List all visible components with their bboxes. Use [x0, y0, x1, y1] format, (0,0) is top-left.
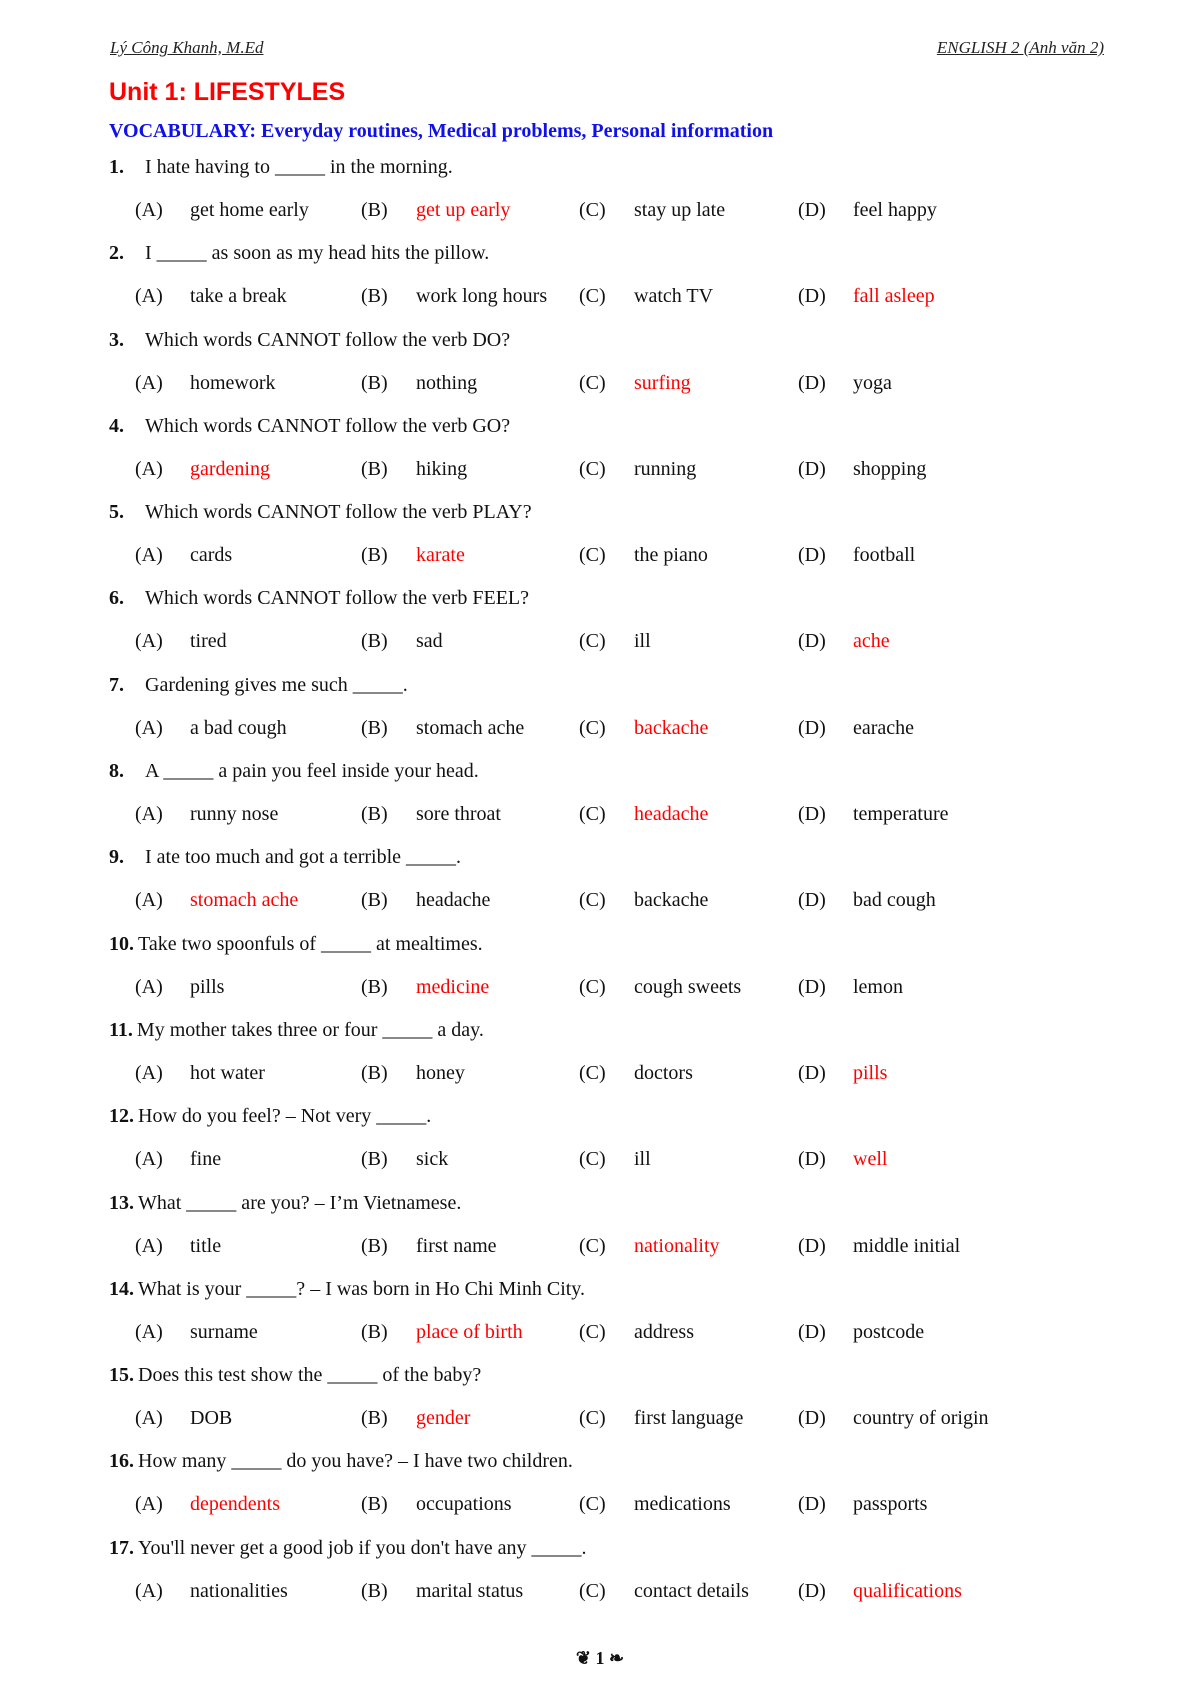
- answer-options: [109, 1235, 1109, 1263]
- option-letter: (C): [579, 457, 606, 480]
- question-number: 8.: [109, 760, 124, 783]
- option-text: cards: [190, 544, 233, 567]
- option-letter: (B): [361, 1320, 388, 1343]
- option-text-correct: qualifications: [853, 1579, 962, 1602]
- option-text: postcode: [853, 1320, 925, 1343]
- option-letter: (D): [798, 544, 826, 567]
- option-text: shopping: [853, 457, 927, 480]
- question-line: [109, 242, 489, 265]
- question-number: 10.: [109, 932, 134, 955]
- option-text: stomach ache: [416, 716, 525, 739]
- option-text: football: [853, 544, 916, 567]
- answer-options: [109, 976, 1109, 1004]
- option-letter: (B): [361, 803, 388, 826]
- option-text: runny nose: [190, 803, 279, 826]
- question-item: [109, 497, 1109, 583]
- question-line: [109, 1019, 484, 1042]
- option-letter: (A): [135, 630, 163, 653]
- option-text: address: [634, 1320, 694, 1343]
- option-text-correct: medicine: [416, 975, 490, 998]
- answer-options: [109, 285, 1109, 313]
- option-text-correct: headache: [634, 803, 709, 826]
- option-letter: (C): [579, 1407, 606, 1430]
- question-number: 9.: [109, 846, 124, 869]
- option-text: fine: [190, 1148, 222, 1171]
- answer-options: [109, 889, 1109, 917]
- question-line: [109, 933, 483, 956]
- option-text-correct: pills: [853, 1061, 888, 1084]
- answer-options: [109, 630, 1109, 658]
- option-letter: (C): [579, 803, 606, 826]
- option-text: ill: [634, 1148, 651, 1171]
- question-item: [109, 238, 1109, 324]
- question-item: [109, 1533, 1109, 1619]
- question-item: [109, 152, 1109, 238]
- answer-options: [109, 1062, 1109, 1090]
- answer-options: [109, 458, 1109, 486]
- option-text: the piano: [634, 544, 708, 567]
- option-letter: (C): [579, 1234, 606, 1257]
- question-item: [109, 929, 1109, 1015]
- question-item: [109, 1101, 1109, 1187]
- option-text: contact details: [634, 1579, 749, 1602]
- answer-options: [109, 372, 1109, 400]
- option-text-correct: dependents: [190, 1493, 280, 1516]
- option-text-correct: well: [853, 1148, 888, 1171]
- question-text: Which words CANNOT follow the verb DO?: [145, 328, 511, 351]
- option-letter: (B): [361, 1061, 388, 1084]
- option-text: title: [190, 1234, 222, 1257]
- question-text: Which words CANNOT follow the verb PLAY?: [145, 501, 532, 524]
- option-letter: (A): [135, 199, 163, 221]
- option-letter: (A): [135, 803, 163, 826]
- option-text: temperature: [853, 803, 949, 826]
- footer-ornament-right-icon: ❧: [609, 1648, 625, 1668]
- question-number: 3.: [109, 328, 124, 351]
- option-text: pills: [190, 975, 225, 998]
- question-line: [109, 760, 479, 783]
- question-line: [109, 1364, 481, 1387]
- option-letter: (C): [579, 716, 606, 739]
- option-letter: (C): [579, 199, 606, 221]
- answer-options: [109, 1148, 1109, 1176]
- option-letter: (D): [798, 457, 826, 480]
- option-text-correct: gender: [416, 1407, 471, 1430]
- answer-options: [109, 803, 1109, 831]
- question-number: 2.: [109, 242, 124, 265]
- option-text-correct: place of birth: [416, 1320, 523, 1343]
- option-text: nothing: [416, 371, 478, 394]
- question-line: [109, 1450, 573, 1473]
- option-text: headache: [416, 889, 491, 912]
- question-item: [109, 756, 1109, 842]
- question-item: [109, 1274, 1109, 1360]
- option-text-correct: get up early: [416, 199, 511, 221]
- question-line: [109, 415, 510, 438]
- option-letter: (A): [135, 1234, 163, 1257]
- option-text: country of origin: [853, 1407, 989, 1430]
- question-item: [109, 670, 1109, 756]
- option-text: doctors: [634, 1061, 693, 1084]
- option-letter: (D): [798, 803, 826, 826]
- option-letter: (C): [579, 1061, 606, 1084]
- option-text: hot water: [190, 1061, 265, 1084]
- question-line: [109, 1537, 586, 1560]
- option-letter: (C): [579, 371, 606, 394]
- question-number: 12.: [109, 1105, 134, 1128]
- question-line: [109, 501, 532, 524]
- vocabulary-heading: VOCABULARY: Everyday routines, Medical problems, Personal information: [109, 120, 774, 142]
- option-letter: (D): [798, 889, 826, 912]
- option-text: first name: [416, 1234, 497, 1257]
- question-text: How do you feel? – Not very _____.: [138, 1105, 432, 1128]
- option-text: feel happy: [853, 199, 937, 221]
- option-letter: (D): [798, 1148, 826, 1171]
- question-item: [109, 842, 1109, 928]
- header-author: Lý Công Khanh, M.Ed: [110, 38, 264, 57]
- question-text: My mother takes three or four _____ a day.: [136, 1018, 484, 1041]
- option-text: a bad cough: [190, 716, 287, 739]
- question-item: [109, 411, 1109, 497]
- page-footer: [0, 1648, 1200, 1669]
- question-item: [109, 1015, 1109, 1101]
- question-number: 13.: [109, 1191, 134, 1214]
- question-line: [109, 156, 453, 179]
- option-text-correct: backache: [634, 716, 709, 739]
- question-number: 5.: [109, 501, 124, 524]
- option-letter: (D): [798, 1234, 826, 1257]
- option-text: yoga: [853, 371, 892, 394]
- option-text: honey: [416, 1061, 465, 1084]
- option-letter: (D): [798, 1320, 826, 1343]
- option-letter: (A): [135, 1407, 163, 1430]
- option-letter: (D): [798, 630, 826, 653]
- answer-options: [109, 1493, 1109, 1521]
- question-text: Which words CANNOT follow the verb GO?: [145, 414, 511, 437]
- question-number: 1.: [109, 156, 124, 178]
- question-text: What _____ are you? – I’m Vietnamese.: [138, 1191, 462, 1214]
- option-letter: (D): [798, 1493, 826, 1516]
- option-text: surname: [190, 1320, 258, 1343]
- option-letter: (A): [135, 716, 163, 739]
- option-letter: (A): [135, 975, 163, 998]
- option-letter: (D): [798, 1579, 826, 1602]
- option-text: homework: [190, 371, 276, 394]
- question-text: Which words CANNOT follow the verb FEEL?: [145, 587, 530, 610]
- question-number: 6.: [109, 587, 124, 610]
- question-item: [109, 1188, 1109, 1274]
- answer-options: [109, 1321, 1109, 1349]
- page-number: 1: [595, 1648, 605, 1668]
- option-letter: (D): [798, 716, 826, 739]
- option-text: middle initial: [853, 1234, 961, 1257]
- option-text-correct: fall asleep: [853, 285, 935, 308]
- option-letter: (A): [135, 544, 163, 567]
- option-letter: (D): [798, 371, 826, 394]
- option-letter: (B): [361, 199, 388, 221]
- option-text: work long hours: [416, 285, 548, 308]
- footer-ornament-left-icon: ❦: [575, 1648, 591, 1668]
- option-text: stay up late: [634, 199, 726, 221]
- question-text: I hate having to _____ in the morning.: [145, 156, 453, 178]
- question-line: [109, 846, 461, 869]
- question-item: [109, 1446, 1109, 1532]
- option-text: get home early: [190, 199, 309, 221]
- option-text: tired: [190, 630, 227, 653]
- option-letter: (A): [135, 457, 163, 480]
- question-line: [109, 674, 408, 697]
- option-letter: (B): [361, 1407, 388, 1430]
- option-letter: (B): [361, 285, 388, 308]
- option-text-correct: nationality: [634, 1234, 720, 1257]
- question-text: How many _____ do you have? – I have two children.: [138, 1450, 573, 1473]
- option-letter: (B): [361, 630, 388, 653]
- option-text: sick: [416, 1148, 449, 1171]
- option-text: take a break: [190, 285, 287, 308]
- option-letter: (C): [579, 544, 606, 567]
- answer-options: [109, 717, 1109, 745]
- option-text: marital status: [416, 1579, 524, 1602]
- header-course: ENGLISH 2 (Anh văn 2): [936, 38, 1104, 57]
- option-letter: (D): [798, 1061, 826, 1084]
- question-text: What is your _____? – I was born in Ho Chi Minh City.: [138, 1277, 586, 1300]
- option-letter: (C): [579, 889, 606, 912]
- question-text: You'll never get a good job if you don't have any _____.: [138, 1536, 587, 1559]
- option-letter: (A): [135, 371, 163, 394]
- option-text: DOB: [190, 1407, 233, 1430]
- option-text: earache: [853, 716, 915, 739]
- option-text: lemon: [853, 975, 903, 998]
- option-letter: (D): [798, 199, 826, 221]
- option-text: first language: [634, 1407, 744, 1430]
- option-letter: (B): [361, 1234, 388, 1257]
- unit-title: Unit 1: LIFESTYLES: [109, 78, 346, 106]
- option-text-correct: karate: [416, 544, 465, 567]
- option-letter: (C): [579, 1579, 606, 1602]
- option-text: watch TV: [634, 285, 714, 308]
- question-number: 17.: [109, 1536, 134, 1559]
- question-text: I ate too much and got a terrible _____.: [145, 846, 462, 869]
- option-letter: (B): [361, 1579, 388, 1602]
- option-letter: (B): [361, 371, 388, 394]
- question-number: 7.: [109, 673, 124, 696]
- question-list: [109, 152, 1109, 1619]
- answer-options: [109, 1580, 1109, 1608]
- question-text: Gardening gives me such _____.: [145, 673, 408, 696]
- question-line: [109, 1192, 461, 1215]
- option-text: sad: [416, 630, 443, 653]
- option-text: cough sweets: [634, 975, 742, 998]
- option-letter: (B): [361, 457, 388, 480]
- answer-options: [109, 1407, 1109, 1435]
- option-text: backache: [634, 889, 709, 912]
- option-letter: (D): [798, 1407, 826, 1430]
- option-text: sore throat: [416, 803, 501, 826]
- option-text: hiking: [416, 457, 468, 480]
- answer-options: [109, 544, 1109, 572]
- question-text: Does this test show the _____ of the baby?: [138, 1364, 482, 1387]
- question-number: 16.: [109, 1450, 134, 1473]
- question-number: 14.: [109, 1277, 134, 1300]
- question-line: [109, 1105, 431, 1128]
- question-text: Take two spoonfuls of _____ at mealtimes.: [138, 932, 483, 955]
- option-letter: (A): [135, 1579, 163, 1602]
- option-text-correct: gardening: [190, 457, 270, 480]
- option-letter: (B): [361, 544, 388, 567]
- option-letter: (C): [579, 975, 606, 998]
- option-letter: (A): [135, 285, 163, 308]
- option-letter: (A): [135, 1493, 163, 1516]
- question-number: 4.: [109, 414, 124, 437]
- option-text-correct: ache: [853, 630, 890, 653]
- option-text: nationalities: [190, 1579, 288, 1602]
- option-text: passports: [853, 1493, 928, 1516]
- option-letter: (C): [579, 1148, 606, 1171]
- option-letter: (A): [135, 1061, 163, 1084]
- option-letter: (B): [361, 716, 388, 739]
- option-letter: (A): [135, 889, 163, 912]
- option-text: running: [634, 457, 697, 480]
- option-text: ill: [634, 630, 651, 653]
- question-text: A _____ a pain you feel inside your head.: [145, 760, 479, 783]
- option-text-correct: surfing: [634, 371, 691, 394]
- question-text: I _____ as soon as my head hits the pillow.: [145, 242, 490, 265]
- option-letter: (D): [798, 975, 826, 998]
- option-letter: (C): [579, 1493, 606, 1516]
- option-letter: (B): [361, 975, 388, 998]
- question-line: [109, 1278, 585, 1301]
- question-number: 11.: [109, 1018, 133, 1041]
- option-letter: (C): [579, 285, 606, 308]
- answer-options: [109, 199, 1109, 227]
- option-text: medications: [634, 1493, 731, 1516]
- option-letter: (A): [135, 1320, 163, 1343]
- option-text-correct: stomach ache: [190, 889, 299, 912]
- option-letter: (A): [135, 1148, 163, 1171]
- option-letter: (B): [361, 889, 388, 912]
- option-letter: (B): [361, 1493, 388, 1516]
- question-line: [109, 587, 529, 610]
- option-letter: (D): [798, 285, 826, 308]
- option-letter: (C): [579, 1320, 606, 1343]
- option-letter: (C): [579, 630, 606, 653]
- question-item: [109, 583, 1109, 669]
- question-number: 15.: [109, 1364, 134, 1387]
- option-letter: (B): [361, 1148, 388, 1171]
- question-item: [109, 1360, 1109, 1446]
- question-line: [109, 329, 510, 352]
- option-text: occupations: [416, 1493, 512, 1516]
- question-item: [109, 325, 1109, 411]
- option-text: bad cough: [853, 889, 936, 912]
